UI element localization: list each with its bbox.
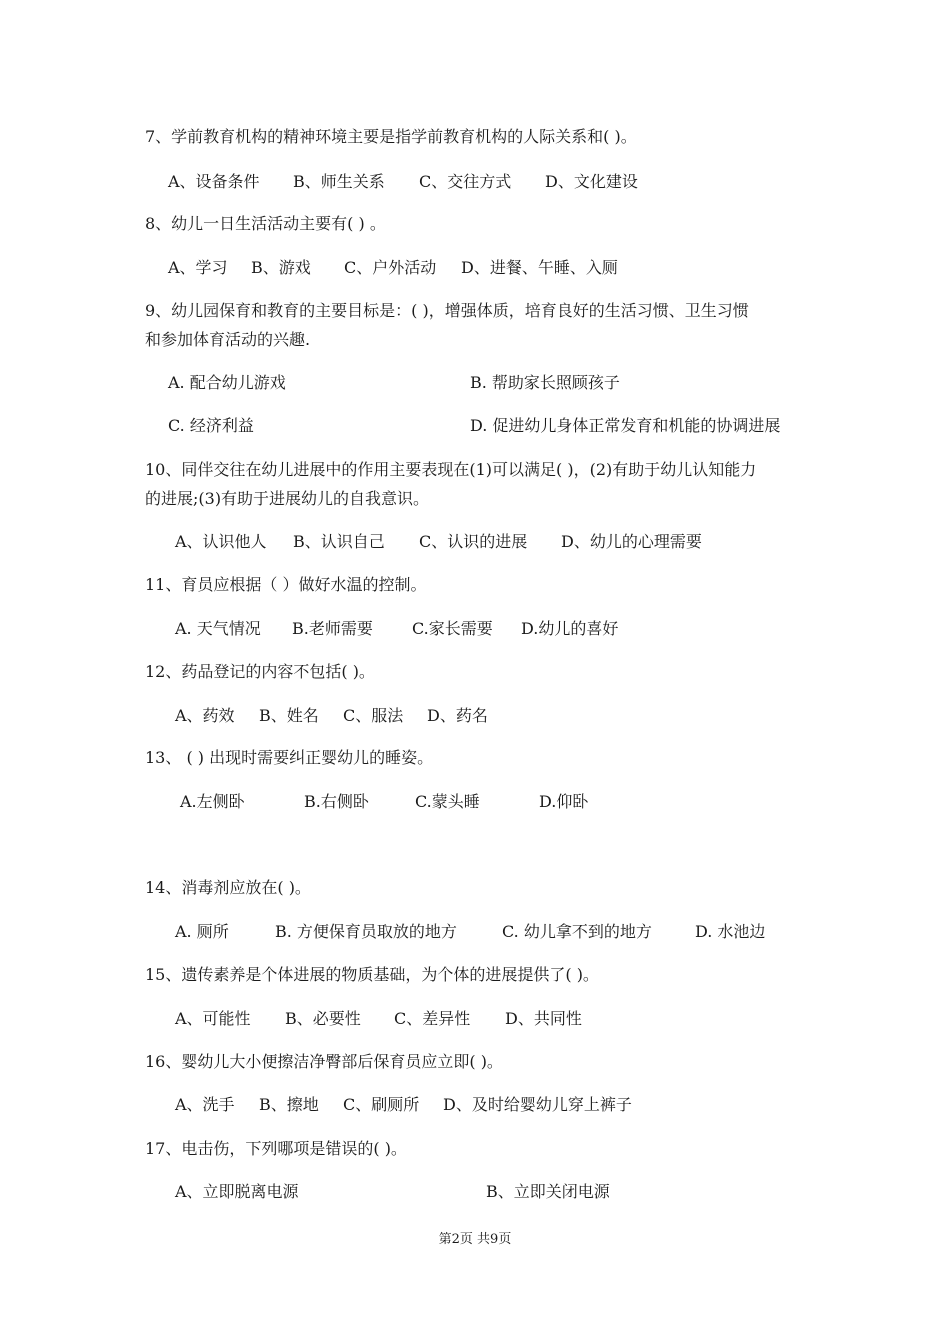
q16-option-d: D、及时给婴幼儿穿上裤子 [443, 1095, 632, 1114]
q14-option-b: B. 方便保育员取放的地方 [275, 922, 457, 941]
q13-option-d: D.仰卧 [539, 792, 589, 811]
question-14-stem: 14、消毒剂应放在( )。 [145, 878, 311, 897]
q10-option-d: D、幼儿的心理需要 [561, 532, 702, 551]
q12-option-c: C、服法 [343, 706, 404, 725]
question-10-stem: 10、同伴交往在幼儿进展中的作用主要表现在(1)可以满足( )，(2)有助于幼儿认知能力 [145, 460, 757, 479]
q10-option-c: C、认识的进展 [419, 532, 528, 551]
question-11-stem: 11、育员应根据（ ）做好水温的控制。 [145, 575, 427, 594]
q9-option-b: B. 帮助家长照顾孩子 [470, 373, 620, 392]
q11-option-d: D.幼儿的喜好 [521, 619, 619, 638]
question-10-stem-cont: 的进展;(3)有助于进展幼儿的自我意识。 [145, 489, 430, 508]
q13-option-a: A.左侧卧 [180, 792, 245, 811]
q8-option-d: D、进餐、午睡、入厕 [461, 258, 618, 277]
q15-option-a: A、可能性 [175, 1009, 251, 1028]
q14-option-d: D. 水池边 [695, 922, 766, 941]
question-12-stem: 12、药品登记的内容不包括( )。 [145, 662, 375, 681]
q12-option-a: A、药效 [175, 706, 235, 725]
question-9-stem-cont: 和参加体育活动的兴趣. [145, 330, 311, 349]
q10-option-a: A、认识他人 [175, 532, 267, 551]
q17-option-a: A、立即脱离电源 [175, 1182, 299, 1201]
q14-option-c: C. 幼儿拿不到的地方 [502, 922, 652, 941]
question-7-stem: 7、学前教育机构的精神环境主要是指学前教育机构的人际关系和( )。 [145, 127, 637, 146]
q16-option-c: C、刷厕所 [343, 1095, 420, 1114]
q13-option-c: C.蒙头睡 [415, 792, 480, 811]
q7-option-c: C、交往方式 [419, 172, 512, 191]
q14-option-a: A. 厕所 [175, 922, 229, 941]
q15-option-c: C、差异性 [394, 1009, 471, 1028]
q17-option-b: B、立即关闭电源 [486, 1182, 610, 1201]
question-13-stem: 13、 ( ) 出现时需要纠正婴幼儿的睡姿。 [145, 748, 434, 767]
q12-option-b: B、姓名 [259, 706, 319, 725]
q7-option-b: B、师生关系 [293, 172, 385, 191]
q7-option-a: A、设备条件 [168, 172, 260, 191]
q15-option-b: B、必要性 [285, 1009, 361, 1028]
q8-option-a: A、学习 [168, 258, 228, 277]
q13-option-b: B.右侧卧 [304, 792, 369, 811]
q11-option-c: C.家长需要 [412, 619, 493, 638]
q8-option-b: B、游戏 [251, 258, 311, 277]
question-17-stem: 17、电击伤，下列哪项是错误的( )。 [145, 1139, 407, 1158]
q9-option-c: C. 经济利益 [168, 416, 254, 435]
q7-option-d: D、文化建设 [545, 172, 638, 191]
q10-option-b: B、认识自己 [293, 532, 385, 551]
page-number-footer: 第2页 共9页 [438, 1232, 512, 1247]
question-9-stem: 9、幼儿园保育和教育的主要目标是：( )，增强体质，培育良好的生活习惯、卫生习惯 [145, 301, 749, 320]
q16-option-a: A、洗手 [175, 1095, 235, 1114]
question-16-stem: 16、婴幼儿大小便擦洁净臀部后保育员应立即( )。 [145, 1052, 503, 1071]
question-15-stem: 15、遗传素养是个体进展的物质基础，为个体的进展提供了( )。 [145, 965, 599, 984]
q15-option-d: D、共同性 [505, 1009, 582, 1028]
q11-option-a: A. 天气情况 [175, 619, 261, 638]
q16-option-b: B、擦地 [259, 1095, 319, 1114]
q12-option-d: D、药名 [427, 706, 488, 725]
q9-option-d: D. 促进幼儿身体正常发育和机能的协调进展 [470, 416, 781, 435]
q11-option-b: B.老师需要 [292, 619, 373, 638]
q9-option-a: A. 配合幼儿游戏 [168, 373, 286, 392]
q8-option-c: C、户外活动 [344, 258, 437, 277]
question-8-stem: 8、幼儿一日生活活动主要有( ) 。 [145, 214, 386, 233]
